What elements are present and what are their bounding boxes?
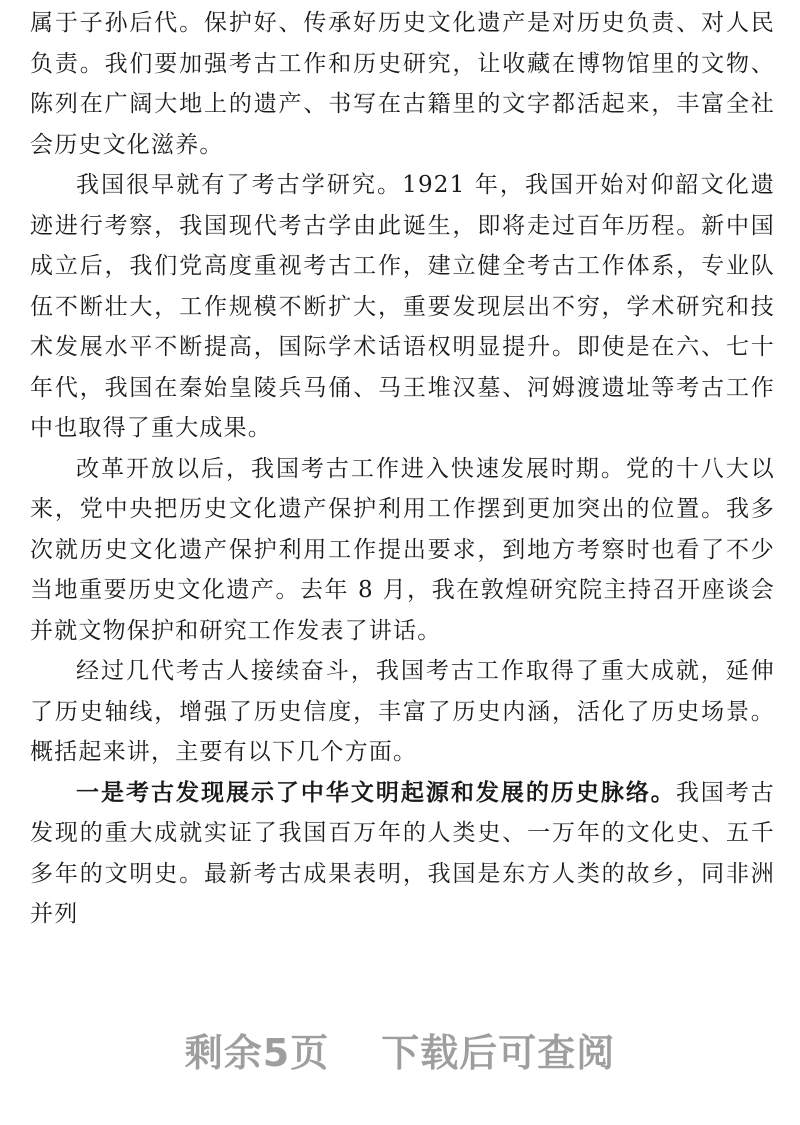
download-banner[interactable]	[0, 1022, 800, 1077]
paragraph-4: 经过几代考古人接续奋斗，我国考古工作取得了重大成就，延伸了历史轴线，增强了历史信度，丰富了历史内涵，活化了历史场景。概括起来讲，主要有以下几个方面。	[30, 658, 775, 765]
paragraph-2: 我国很早就有了考古学研究。1921 年，我国开始对仰韶文化遗迹进行考察，我国现代考古学由此诞生，即将走过百年历程。新中国成立后，我们党高度重视考古工作，建立健全考古工作体系，专业队伍不断壮大，工作规模不断扩大，重要发现层出不穷，学术研究和技术发展水平不断提高，国际学术话语权明显提升。即使是在六、七十年代，我国在秦始皇陵兵马俑、马王堆汉墓、河姆渡遗址等考古工作中也取得了重大成果。	[30, 172, 775, 441]
document-body	[30, 0, 775, 935]
download-to-view-label: 下载后可查阅	[381, 1031, 616, 1075]
paragraph-5	[30, 773, 775, 935]
remaining-pages-label: 剩余5页	[184, 1031, 330, 1075]
paragraph-1: 属于子孙后代。保护好、传承好历史文化遗产是对历史负责、对人民负责。我们要加强考古工作和历史研究，让收藏在博物馆里的文物、陈列在广阔大地上的遗产、书写在古籍里的文字都活起来，丰富全社会历史文化滋养。	[30, 10, 775, 158]
paragraph-3: 改革开放以后，我国考古工作进入快速发展时期。党的十八大以来，党中央把历史文化遗产保护利用工作摆到更加突出的位置。我多次就历史文化遗产保护利用工作提出要求，到地方考察时也看了不少当地重要历史文化遗产。去年 8 月，我在敦煌研究院主持召开座谈会并就文物保护和研究工作发表了讲话。	[30, 455, 775, 644]
paragraph-5-heading: 一是考古发现展示了中华文明起源和发展的历史脉络。	[76, 778, 676, 806]
paragraph-5-text: 我国考古发现的重大成就实证了我国百万年的人类史、一万年的文化史、五千多年的文明史。最新考古成果表明，我国是东方人类的故乡，同非洲并列	[30, 779, 775, 927]
